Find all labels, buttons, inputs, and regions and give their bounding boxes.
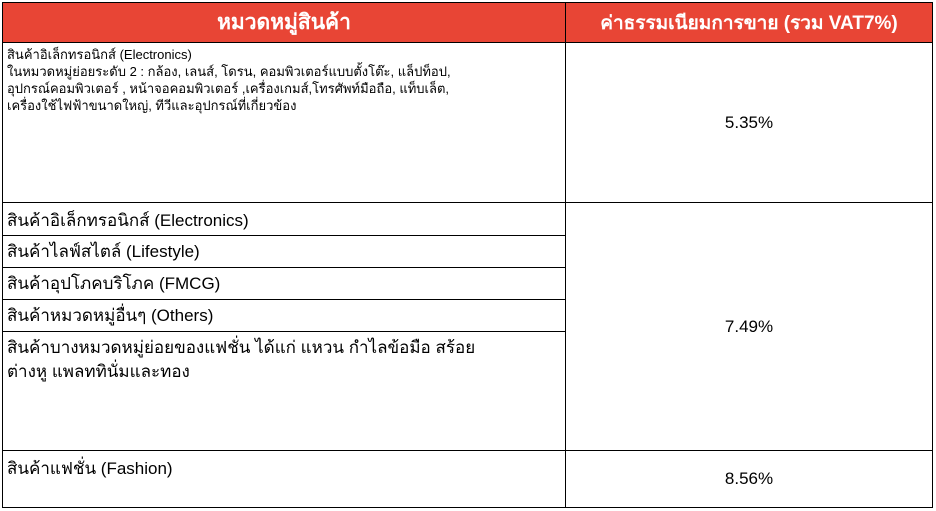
table-header	[3, 3, 932, 43]
rate-fashion: 8.56%	[724, 469, 774, 488]
rate-group2: 7.49%	[724, 316, 774, 336]
fashion-sub-line2: ต่างหู แพลททินั่มและทอง	[7, 362, 190, 381]
electronics-sub-line2: อุปกรณ์คอมพิวเตอร์ , หน้าจอคอมพิวเตอร์ ,เครื่องเกมส์,โทรศัพท์มือถือ, แท็บเล็ต,	[7, 81, 450, 96]
fee-column-header: ค่าธรรมเนียมการขาย (รวม VAT7%)	[565, 3, 932, 42]
electronics-sub-title: สินค้าอิเล็กทรอนิกส์ (Electronics)	[7, 47, 192, 62]
electronics-cell: สินค้าอิเล็กทรอนิกส์ (Electronics)	[7, 211, 249, 230]
electronics-sub-line1: ในหมวดหมู่ย่อยระดับ 2 : กล้อง, เลนส์, โดรน, คอมพิวเตอร์แบบตั้งโต๊ะ, แล็ปท็อป,	[7, 64, 451, 79]
electronics-subcategory-cell	[3, 44, 565, 202]
fmcg-cell: สินค้าอุปโภคบริโภค (FMCG)	[7, 274, 221, 293]
row-divider	[3, 331, 565, 332]
rate-electronics-sub: 5.35%	[724, 113, 774, 132]
fashion-cell: สินค้าแฟชั่น (Fashion)	[7, 459, 173, 478]
category-column-header: หมวดหมู่สินค้า	[217, 11, 351, 34]
lifestyle-cell: สินค้าไลฟ์สไตล์ (Lifestyle)	[7, 242, 200, 261]
fashion-subcategory-cell	[3, 334, 565, 449]
others-cell: สินค้าหมวดหมู่อื่นๆ (Others)	[7, 306, 214, 325]
fashion-sub-line1: สินค้าบางหมวดหมู่ย่อยของแฟชั่น ได้แก่ แหวน กำไลข้อมือ สร้อย	[7, 338, 476, 357]
commission-fee-table	[2, 2, 933, 508]
electronics-sub-line3: เครื่องใช้ไฟฟ้าขนาดใหญ่, ทีวีและอุปกรณ์ที่เกี่ยวข้อง	[7, 98, 297, 113]
